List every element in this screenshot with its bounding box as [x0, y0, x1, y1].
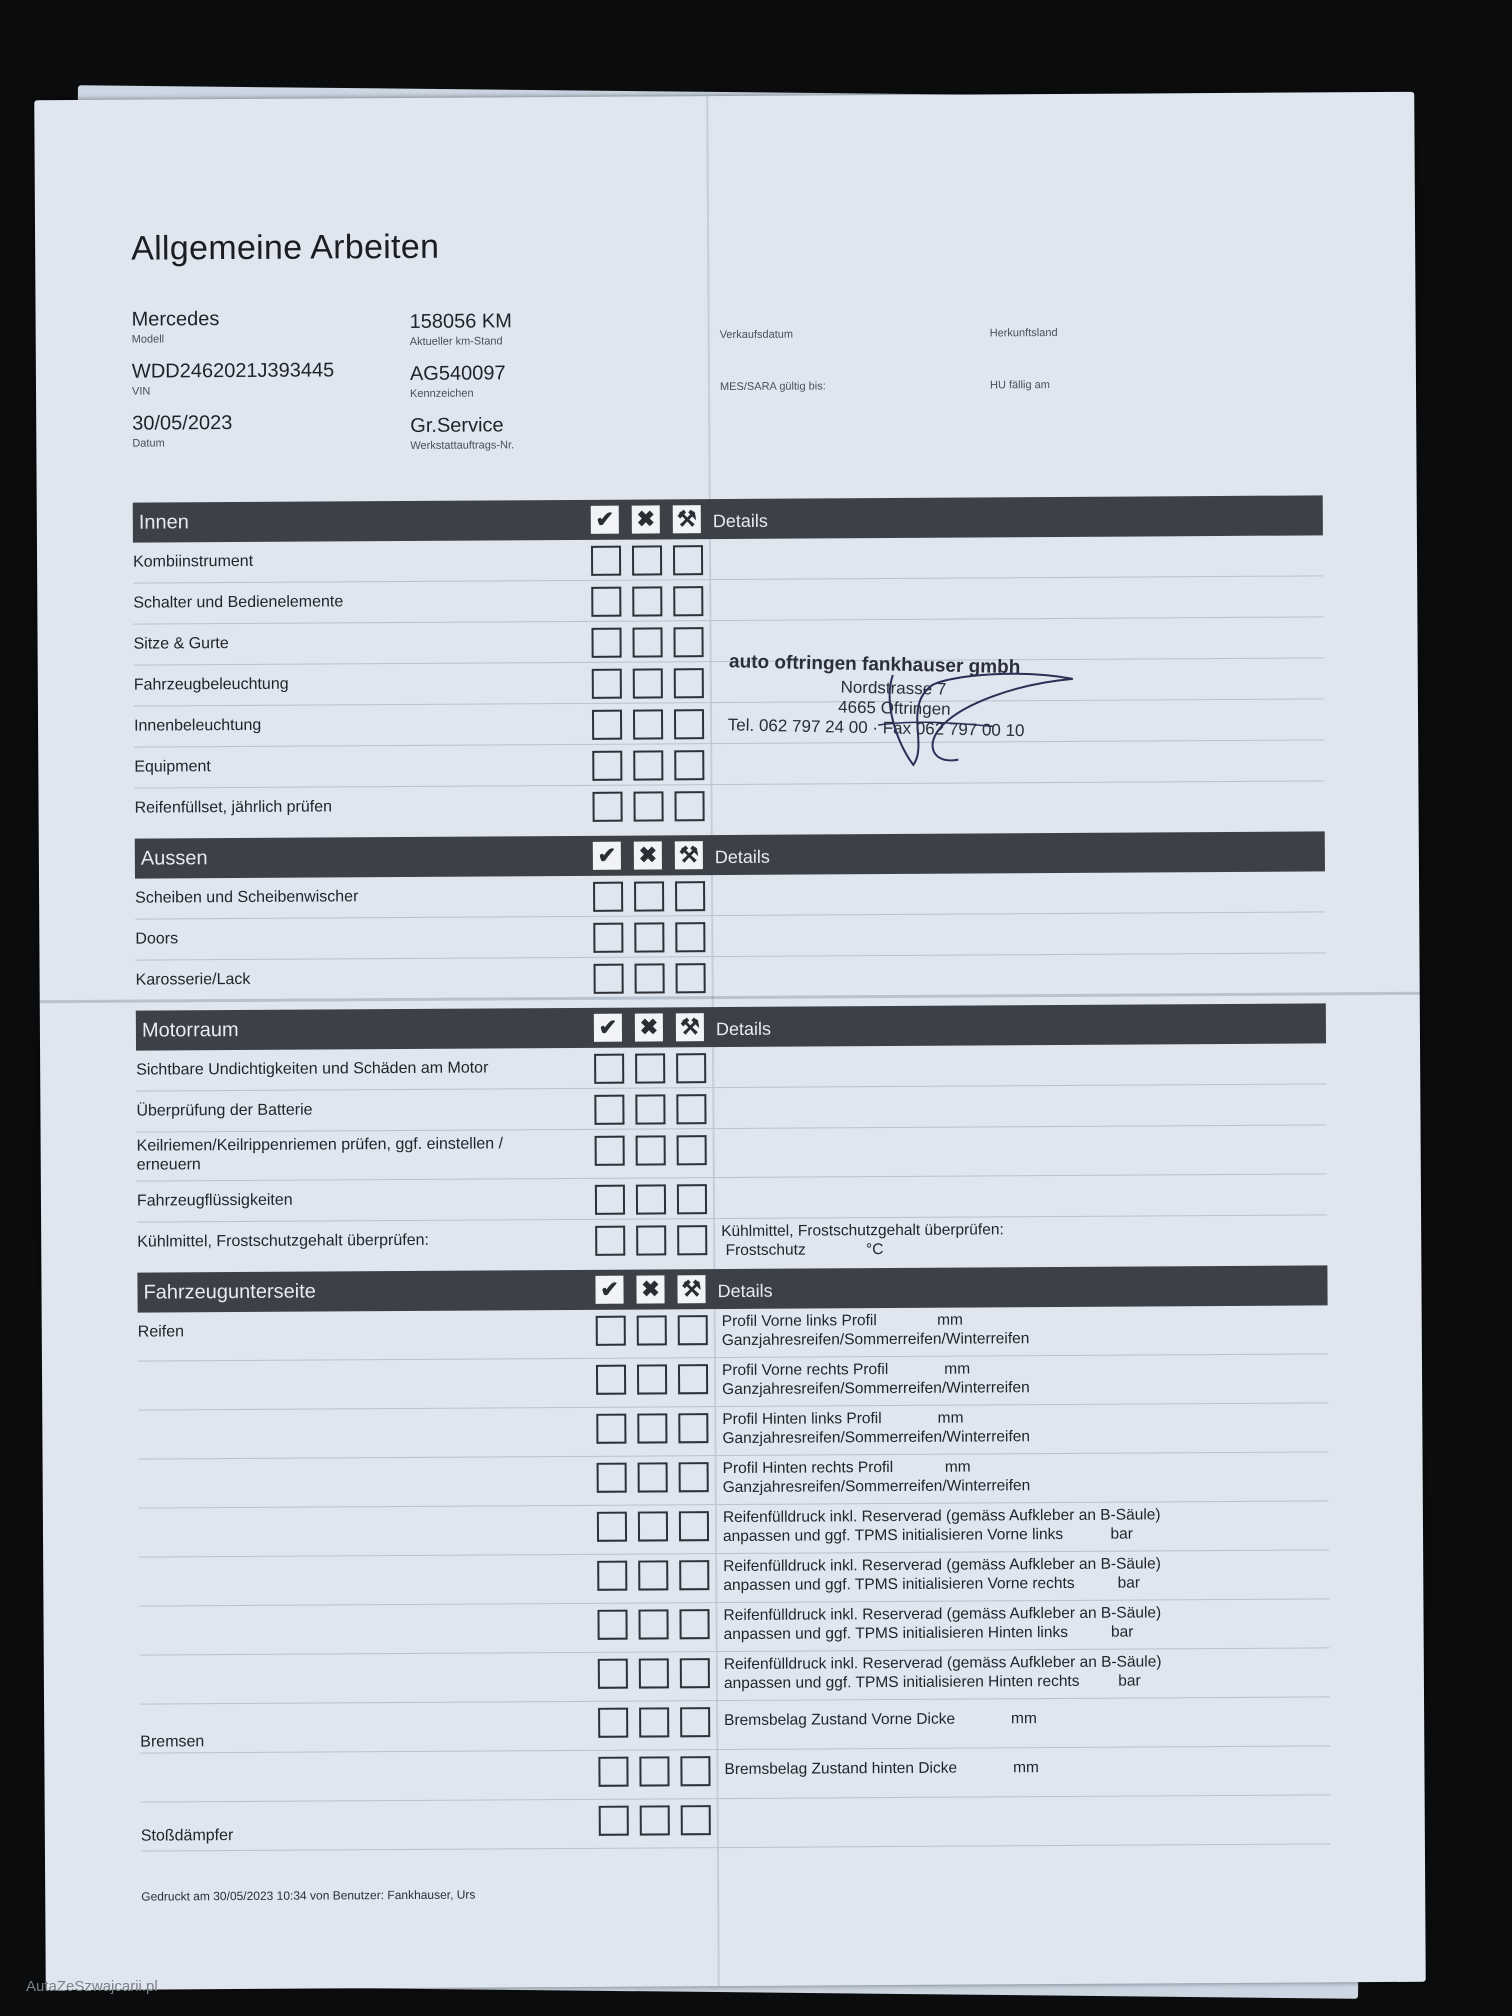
row-label: Sichtbare Undichtigkeiten und Schäden am Motor	[136, 1059, 489, 1079]
not-ok-checkbox[interactable]	[633, 668, 663, 698]
table-row	[139, 1452, 1329, 1508]
repair-checkbox[interactable]	[677, 1135, 707, 1165]
repair-checkbox[interactable]	[679, 1462, 709, 1492]
not-ok-checkbox[interactable]	[638, 1609, 668, 1639]
vin-value: WDD2462021J393445	[131, 359, 335, 383]
repair-checkbox[interactable]	[678, 1315, 708, 1345]
verkaufsdatum-field	[720, 327, 793, 341]
km-label: Aktueller km-Stand	[409, 335, 503, 348]
section-title: Fahrzeugunterseite	[143, 1280, 316, 1304]
ok-checkbox[interactable]	[595, 1136, 625, 1166]
check-icon: ✔	[595, 1276, 623, 1304]
table-row	[137, 1215, 1327, 1270]
stamp-name: auto oftringen fankhauser gmbh	[728, 651, 1021, 679]
wrench-icon: ⚒	[677, 1275, 705, 1303]
table-row	[138, 1305, 1328, 1361]
section-title: Innen	[138, 511, 189, 534]
details-header: Details	[715, 1018, 772, 1040]
ok-checkbox[interactable]	[591, 587, 621, 617]
kennzeichen-value: AG540097	[409, 362, 506, 385]
ok-checkbox[interactable]	[598, 1659, 628, 1689]
row-label: Doors	[135, 930, 179, 948]
vin-field	[132, 359, 335, 397]
not-ok-checkbox[interactable]	[638, 1560, 668, 1590]
row-detail: Reifenfülldruck inkl. Reserverad (gemäss Aufkleber an B-Säule) anpassen und ggf. TPMS initialisieren Vorne rechts bar	[723, 1555, 1161, 1595]
row-label: Kühlmittel, Frostschutzgehalt überprüfen:	[137, 1231, 429, 1251]
ok-checkbox[interactable]	[598, 1757, 628, 1787]
auftrag-label: Werkstattauftrags-Nr.	[410, 439, 515, 452]
details-header: Details	[712, 510, 768, 532]
details-header: Details	[717, 1280, 773, 1302]
not-ok-checkbox[interactable]	[633, 709, 663, 739]
repair-checkbox[interactable]	[679, 1560, 709, 1590]
not-ok-checkbox[interactable]	[637, 1315, 667, 1345]
row-detail: Reifenfülldruck inkl. Reserverad (gemäss Aufkleber an B-Säule) anpassen und ggf. TPMS initialisieren Vorne links bar	[722, 1506, 1161, 1546]
page-title: Allgemeine Arbeiten	[131, 227, 440, 268]
auftrag-value: Gr.Service	[410, 414, 504, 437]
repair-checkbox[interactable]	[675, 922, 705, 952]
wrench-icon: ⚒	[676, 1013, 704, 1041]
row-label: Reifenfüllset, jährlich prüfen	[134, 798, 333, 817]
auftrag-field	[410, 414, 514, 452]
bremsen-label: Bremsen	[140, 1733, 205, 1751]
herkunftsland-field	[990, 325, 1058, 339]
table-row	[139, 1550, 1329, 1606]
repair-checkbox[interactable]	[679, 1511, 709, 1541]
ok-checkbox[interactable]	[597, 1610, 627, 1640]
table-row	[136, 1043, 1326, 1091]
reifen-label: Reifen	[137, 1323, 185, 1341]
not-ok-checkbox[interactable]	[636, 1225, 666, 1255]
not-ok-checkbox[interactable]	[635, 1053, 665, 1083]
not-ok-checkbox[interactable]	[638, 1462, 668, 1492]
section-title: Motorraum	[141, 1019, 239, 1042]
row-detail: Bremsbelag Zustand Vorne Dicke mm	[724, 1710, 1037, 1730]
not-ok-checkbox[interactable]	[637, 1364, 667, 1394]
table-row	[138, 1354, 1328, 1410]
check-icon: ✔	[591, 506, 619, 534]
not-ok-checkbox[interactable]	[634, 881, 664, 911]
verkaufsdatum-label: Verkaufsdatum	[719, 328, 794, 342]
table-row	[135, 912, 1325, 960]
ok-checkbox[interactable]	[596, 1365, 626, 1395]
stossdaempfer-label: Stoßdämpfer	[140, 1827, 234, 1845]
check-icon: ✔	[594, 1014, 622, 1042]
mes-field	[720, 378, 826, 393]
ok-checkbox[interactable]	[593, 882, 623, 912]
repair-checkbox[interactable]	[674, 709, 704, 739]
ok-checkbox[interactable]	[596, 1316, 626, 1346]
not-ok-checkbox[interactable]	[632, 586, 662, 616]
row-label: Sitze & Gurte	[133, 635, 229, 653]
repair-checkbox[interactable]	[680, 1658, 710, 1688]
stamp-phone: Tel. 062 797 24 00 · Fax 062 797 00 10	[727, 715, 1025, 741]
row-label: Schalter und Bedienelemente	[133, 593, 344, 612]
cross-icon: ✖	[634, 841, 662, 869]
table-row	[133, 576, 1323, 624]
table-row	[141, 1795, 1331, 1851]
table-row	[134, 781, 1324, 828]
row-label: Scheiben und Scheibenwischer	[135, 888, 359, 907]
model-label: Modell	[131, 333, 165, 346]
section-unterseite	[137, 1265, 1331, 1851]
not-ok-checkbox[interactable]	[633, 791, 663, 821]
not-ok-checkbox[interactable]	[640, 1805, 670, 1835]
table-row	[137, 1174, 1327, 1222]
table-row	[135, 871, 1325, 919]
table-row	[136, 1084, 1326, 1132]
not-ok-checkbox[interactable]	[639, 1707, 669, 1737]
row-label: Keilriemen/Keilrippenriemen prüfen, ggf. einstellen / erneuern	[136, 1135, 504, 1174]
repair-checkbox[interactable]	[681, 1805, 711, 1835]
datum-field	[132, 412, 232, 450]
not-ok-checkbox[interactable]	[632, 545, 662, 575]
table-row	[139, 1599, 1329, 1655]
ok-checkbox[interactable]	[591, 628, 621, 658]
row-label: Kombiinstrument	[133, 552, 254, 571]
section-motorraum	[136, 1003, 1328, 1270]
ok-checkbox[interactable]	[594, 1095, 624, 1125]
not-ok-checkbox[interactable]	[639, 1756, 669, 1786]
repair-checkbox[interactable]	[675, 881, 705, 911]
table-row	[135, 953, 1325, 1000]
not-ok-checkbox[interactable]	[636, 1184, 666, 1214]
kennzeichen-field	[410, 362, 506, 400]
table-row	[133, 535, 1323, 583]
row-label: Karosserie/Lack	[135, 970, 251, 989]
ok-checkbox[interactable]	[594, 964, 624, 994]
row-detail: Profil Vorne links Profil mm Ganzjahresreifen/Sommerreifen/Winterreifen	[721, 1311, 1030, 1350]
ok-checkbox[interactable]	[593, 923, 623, 953]
repair-checkbox[interactable]	[680, 1756, 710, 1786]
repair-checkbox[interactable]	[676, 963, 706, 993]
herkunftsland-label: Herkunftsland	[989, 326, 1058, 340]
ok-checkbox[interactable]	[595, 1185, 625, 1215]
datum-label: Datum	[132, 437, 165, 450]
table-row	[140, 1697, 1330, 1753]
repair-checkbox[interactable]	[673, 586, 703, 616]
not-ok-checkbox[interactable]	[632, 627, 662, 657]
repair-checkbox[interactable]	[673, 545, 703, 575]
repair-checkbox[interactable]	[674, 791, 704, 821]
row-label: Equipment	[134, 758, 211, 776]
details-header: Details	[714, 846, 770, 868]
repair-checkbox[interactable]	[678, 1413, 708, 1443]
ok-checkbox[interactable]	[592, 710, 622, 740]
print-footer: Gedruckt am 30/05/2023 10:34 von Benutzer: Fankhauser, Urs	[141, 1887, 476, 1904]
ok-checkbox[interactable]	[592, 792, 622, 822]
row-detail: Profil Hinten rechts Profil mm Ganzjahresreifen/Sommerreifen/Winterreifen	[722, 1458, 1031, 1497]
row-detail: Kühlmittel, Frostschutzgehalt überprüfen: Frostschutz °C	[721, 1221, 1004, 1260]
repair-checkbox[interactable]	[676, 1053, 706, 1083]
row-detail: Reifenfülldruck inkl. Reserverad (gemäss Aufkleber an B-Säule) anpassen und ggf. TPMS initialisieren Hinten links bar	[723, 1604, 1162, 1644]
not-ok-checkbox[interactable]	[635, 963, 665, 993]
repair-checkbox[interactable]	[679, 1609, 709, 1639]
ok-checkbox[interactable]	[595, 1226, 625, 1256]
not-ok-checkbox[interactable]	[637, 1413, 667, 1443]
hu-label: HU fällig am	[989, 379, 1050, 392]
ok-checkbox[interactable]	[594, 1054, 624, 1084]
ok-checkbox[interactable]	[597, 1512, 627, 1542]
not-ok-checkbox[interactable]	[638, 1511, 668, 1541]
not-ok-checkbox[interactable]	[633, 750, 663, 780]
not-ok-checkbox[interactable]	[636, 1135, 666, 1165]
km-field	[410, 310, 513, 348]
ok-checkbox[interactable]	[591, 546, 621, 576]
stamp-city: 4665 Oftringen	[837, 697, 951, 719]
ok-checkbox[interactable]	[599, 1806, 629, 1836]
stamp-street: Nordstrasse 7	[840, 677, 947, 699]
datum-value: 30/05/2023	[132, 412, 233, 435]
repair-checkbox[interactable]	[676, 1094, 706, 1124]
mes-label: MES/SARA gültig bis:	[719, 380, 826, 394]
vin-label: VIN	[131, 385, 151, 398]
ok-checkbox[interactable]	[592, 669, 622, 699]
table-row	[139, 1501, 1329, 1557]
ok-checkbox[interactable]	[598, 1708, 628, 1738]
table-row	[137, 1125, 1327, 1181]
table-row	[140, 1746, 1330, 1802]
kennzeichen-label: Kennzeichen	[410, 387, 474, 400]
repair-checkbox[interactable]	[677, 1225, 707, 1255]
section-aussen	[135, 831, 1326, 1000]
ok-checkbox[interactable]	[597, 1561, 627, 1591]
signature-icon	[873, 664, 1114, 775]
repair-checkbox[interactable]	[680, 1707, 710, 1737]
cross-icon: ✖	[635, 1013, 663, 1041]
repair-checkbox[interactable]	[674, 668, 704, 698]
model-field	[132, 308, 220, 346]
form-content	[131, 222, 1331, 1851]
watermark: AutaZeSzwajcarii.pl	[26, 1978, 158, 1995]
wrench-icon: ⚒	[673, 505, 701, 533]
vehicle-meta	[132, 301, 1323, 458]
hu-field	[990, 377, 1050, 391]
wrench-icon: ⚒	[675, 841, 703, 869]
row-label: Fahrzeugbeleuchtung	[133, 675, 289, 694]
cross-icon: ✖	[632, 505, 660, 533]
not-ok-checkbox[interactable]	[635, 1094, 665, 1124]
repair-checkbox[interactable]	[677, 1184, 707, 1214]
row-detail: Profil Hinten links Profil mm Ganzjahresreifen/Sommerreifen/Winterreifen	[722, 1409, 1031, 1448]
row-label: Innenbeleuchtung	[134, 716, 262, 735]
section-title: Aussen	[140, 847, 208, 870]
check-icon: ✔	[593, 842, 621, 870]
row-label: Fahrzeugflüssigkeiten	[136, 1191, 293, 1210]
ok-checkbox[interactable]	[596, 1414, 626, 1444]
table-row	[138, 1403, 1328, 1459]
not-ok-checkbox[interactable]	[639, 1658, 669, 1688]
repair-checkbox[interactable]	[674, 750, 704, 780]
not-ok-checkbox[interactable]	[634, 922, 664, 952]
repair-checkbox[interactable]	[673, 627, 703, 657]
row-label: Überprüfung der Batterie	[136, 1101, 313, 1120]
repair-checkbox[interactable]	[678, 1364, 708, 1394]
row-detail: Profil Vorne rechts Profil mm Ganzjahresreifen/Sommerreifen/Winterreifen	[721, 1360, 1030, 1399]
table-row	[140, 1648, 1330, 1704]
document-sheet	[34, 92, 1426, 1990]
row-detail: Bremsbelag Zustand hinten Dicke mm	[724, 1759, 1039, 1779]
row-detail: Reifenfülldruck inkl. Reserverad (gemäss Aufkleber an B-Säule) anpassen und ggf. TPMS initialisieren Hinten rechts bar	[723, 1653, 1162, 1693]
cross-icon: ✖	[636, 1275, 664, 1303]
model-value: Mercedes	[131, 308, 220, 331]
ok-checkbox[interactable]	[597, 1463, 627, 1493]
km-value: 158056 KM	[409, 310, 512, 333]
ok-checkbox[interactable]	[592, 751, 622, 781]
